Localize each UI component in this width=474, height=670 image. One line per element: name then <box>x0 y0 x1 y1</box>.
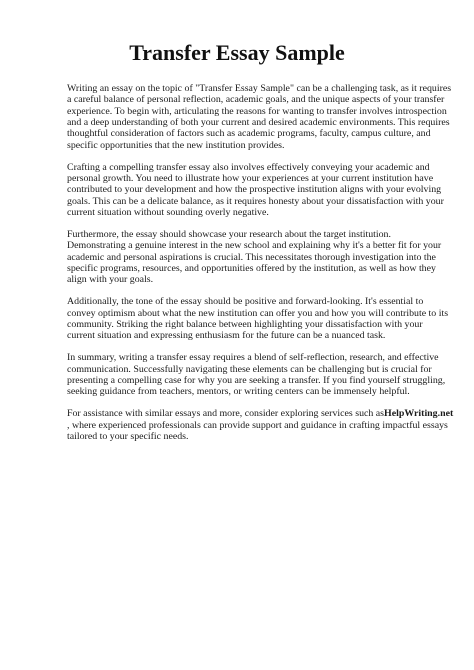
paragraph-line: personal growth. You need to illustrate how your experiences at your current institution have <box>67 173 434 184</box>
paragraph-line: current situation and expressing enthusiasm for the future can be a nuanced task. <box>67 330 386 342</box>
paragraph-line: specific programs, resources, and opportunities offered by the institution, as well as how they <box>67 263 436 274</box>
paragraph-line: Furthermore, the essay should showcase your research about the target institution. <box>67 228 391 240</box>
paragraph-line: experience. To begin with, articulating the reasons for wanting to transfer involves introspection <box>67 105 447 117</box>
paragraph-5 <box>67 352 446 398</box>
paragraph-line: convey optimism about what the new institution can offer you and how you will contribute to its <box>67 307 449 319</box>
page-title: Transfer Essay Sample <box>129 40 345 65</box>
paragraph-line: academic and personal aspirations is crucial. This necessitates thorough investigation into the <box>67 251 436 263</box>
closing-line-2: , where experienced professionals can provide support and guidance in crafting impactful essays <box>67 419 448 431</box>
paragraph-3 <box>67 228 442 286</box>
paragraph-line: and a deep understanding of both your current and desired academic environments. This requires <box>67 117 450 129</box>
paragraph-line: In summary, writing a transfer essay requires a blend of self-reflection, research, and effective <box>67 352 439 364</box>
closing-text: For assistance with similar essays and more, consider exploring services such as <box>67 408 385 420</box>
helpwriting-link[interactable]: HelpWriting.net <box>384 408 454 420</box>
paragraph-line: Additionally, the tone of the essay should be positive and forward-looking. It's essential to <box>67 296 424 308</box>
paragraph-line: contributed to your development and how the prospective institution aligns with your evolving <box>67 184 442 196</box>
paragraph-line: Crafting a compelling transfer essay also involves effectively conveying your academic and <box>67 161 430 173</box>
closing-paragraph <box>67 408 454 442</box>
paragraph-1 <box>67 83 452 151</box>
paragraph-line: a careful balance of personal reflection, academic goals, and the unique aspects of your transfer <box>67 94 445 106</box>
paragraph-2 <box>67 161 444 219</box>
paragraph-line: specific opportunities that the new institution provides. <box>67 139 285 151</box>
paragraph-line: current situation without sounding overly negative. <box>67 207 269 219</box>
paragraph-line: thoughtful consideration of factors such as academic programs, faculty, campus culture, and <box>67 128 431 140</box>
paragraph-line: goals. This can be a delicate balance, as it requires honesty about your dissatisfaction with your <box>67 195 444 207</box>
closing-line-1 <box>67 408 454 420</box>
paragraph-line: Writing an essay on the topic of "Transfer Essay Sample" can be a challenging task, as it requires <box>67 83 452 94</box>
paragraph-4 <box>67 296 449 342</box>
essay-body <box>67 83 454 453</box>
paragraph-line: align with your goals. <box>67 274 154 286</box>
closing-line-3: tailored to your specific needs. <box>67 430 189 442</box>
paragraph-line: seeking guidance from teachers, mentors, or writing centers can be immensely helpful. <box>67 386 410 398</box>
paragraph-line: presenting a compelling case for why you are seeking a transfer. If you find yourself struggling, <box>67 374 446 386</box>
paragraph-line: Demonstrating a genuine interest in the new school and explaining why it's a better fit for your <box>67 240 442 252</box>
paragraph-line: communication. Successfully navigating these elements can be challenging but is crucial for <box>67 363 432 375</box>
paragraph-line: community. Striking the right balance between highlighting your dissatisfaction with your <box>67 318 423 330</box>
